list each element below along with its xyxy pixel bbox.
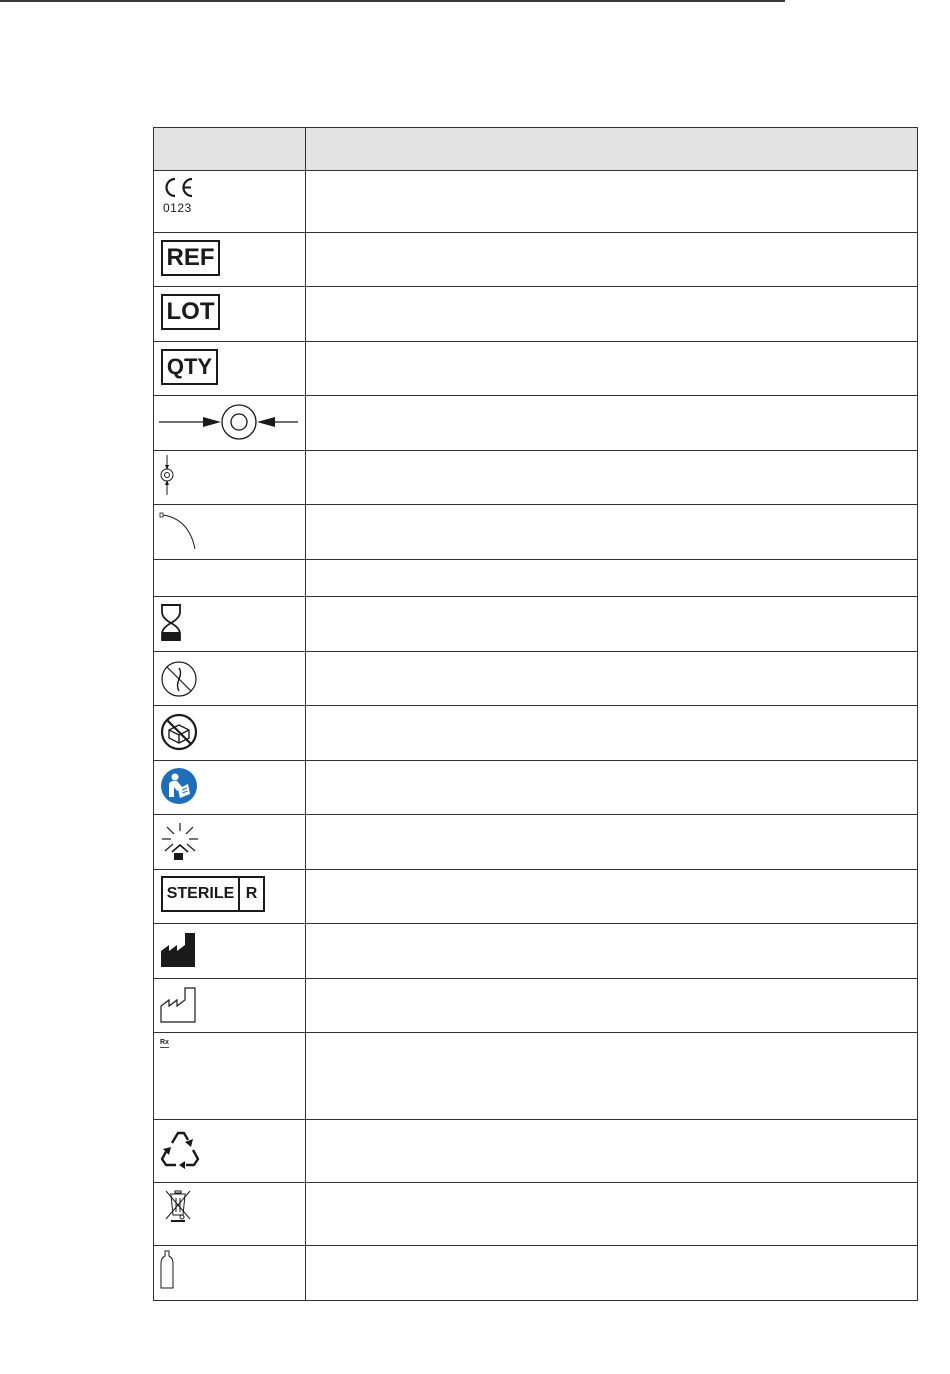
description-cell <box>306 870 918 924</box>
symbol-cell <box>154 652 306 706</box>
symbol-cell <box>154 979 306 1033</box>
date-of-manufacture-icon <box>160 986 196 1024</box>
table-row <box>154 761 918 815</box>
keep-away-from-sunlight-icon <box>159 821 201 861</box>
description-cell <box>306 815 918 870</box>
table-row <box>154 924 918 979</box>
symbol-cell <box>154 560 306 597</box>
table-row <box>154 1183 918 1246</box>
header-rule <box>0 0 785 2</box>
description-cell <box>306 1246 918 1301</box>
description-column-header <box>306 128 918 171</box>
do-not-use-if-package-damaged-icon <box>160 713 198 751</box>
symbol-cell <box>154 815 306 870</box>
symbol-cell <box>154 505 306 560</box>
rx-only-icon: Rx <box>160 1039 169 1046</box>
symbol-cell <box>154 706 306 761</box>
symbol-cell <box>154 597 306 652</box>
outer-diameter-icon <box>159 402 299 442</box>
table-row <box>154 451 918 505</box>
description-cell <box>306 1033 918 1120</box>
gas-cylinder-icon <box>160 1250 174 1290</box>
ce-notified-body-number: 0123 <box>163 201 192 215</box>
description-cell <box>306 342 918 396</box>
lot-batch-code-icon: LOT <box>161 294 220 330</box>
recycle-icon <box>159 1128 201 1170</box>
ref-catalogue-number-icon: REF <box>161 240 220 276</box>
description-cell <box>306 233 918 287</box>
table-row <box>154 505 918 560</box>
ce-mark-icon <box>162 176 202 200</box>
description-cell <box>306 171 918 233</box>
symbol-cell <box>154 1183 306 1246</box>
do-not-reuse-icon <box>160 660 198 698</box>
symbol-table <box>153 127 918 1301</box>
symbol-cell <box>154 1120 306 1183</box>
quantity-icon: QTY <box>161 349 218 385</box>
description-cell <box>306 979 918 1033</box>
table-row <box>154 171 918 233</box>
description-cell <box>306 505 918 560</box>
symbol-cell <box>154 1033 306 1120</box>
symbol-column-header <box>154 128 306 171</box>
table-header-row <box>154 128 918 171</box>
table-row <box>154 1033 918 1120</box>
table-row <box>154 1246 918 1301</box>
use-by-date-hourglass-icon <box>160 604 184 642</box>
description-cell <box>306 597 918 652</box>
description-cell <box>306 560 918 597</box>
symbol-cell <box>154 870 306 924</box>
table-row <box>154 706 918 761</box>
table-row <box>154 560 918 597</box>
table-row <box>154 1120 918 1183</box>
symbol-cell <box>154 287 306 342</box>
description-cell <box>306 396 918 451</box>
table-row <box>154 870 918 924</box>
description-cell <box>306 451 918 505</box>
sterile-label: STERILE <box>163 878 240 910</box>
sterile-method-label: R <box>245 885 258 902</box>
description-cell <box>306 1183 918 1246</box>
table-row <box>154 815 918 870</box>
table-row <box>154 233 918 287</box>
table-row <box>154 287 918 342</box>
symbol-cell <box>154 924 306 979</box>
table-row <box>154 342 918 396</box>
symbol-cell <box>154 342 306 396</box>
description-cell <box>306 761 918 815</box>
weee-crossed-bin-icon <box>164 1189 192 1223</box>
manufacturer-icon <box>160 931 196 969</box>
description-cell <box>306 287 918 342</box>
description-cell <box>306 1120 918 1183</box>
symbol-cell <box>154 233 306 287</box>
table-row <box>154 979 918 1033</box>
sterile-r-icon <box>161 876 265 912</box>
inner-diameter-icon <box>159 455 175 497</box>
symbol-cell <box>154 171 306 233</box>
rx-only-underline <box>160 1046 170 1049</box>
table-row <box>154 396 918 451</box>
consult-instructions-icon <box>160 767 198 805</box>
symbol-cell <box>154 761 306 815</box>
symbol-cell <box>154 1246 306 1301</box>
symbol-cell <box>154 451 306 505</box>
curved-tip-icon <box>159 511 199 551</box>
description-cell <box>306 706 918 761</box>
symbol-cell <box>154 396 306 451</box>
description-cell <box>306 652 918 706</box>
description-cell <box>306 924 918 979</box>
table-row <box>154 652 918 706</box>
table-row <box>154 597 918 652</box>
